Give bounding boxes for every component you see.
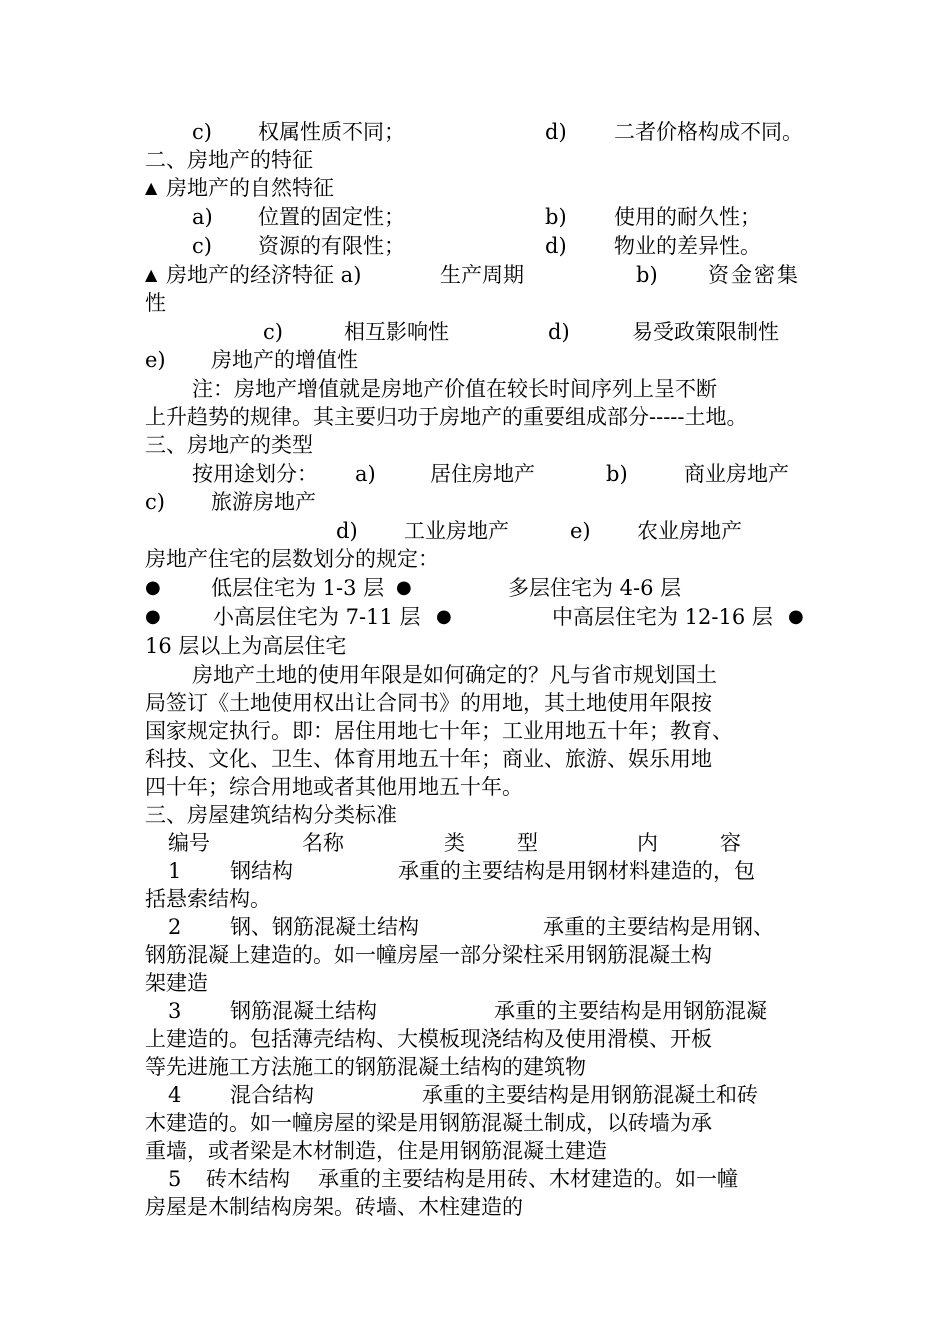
- bullet-icon: ●: [396, 577, 412, 598]
- list-item: 中高层住宅为 12-16 层: [552, 605, 773, 629]
- item-text: 按用途划分：: [192, 462, 318, 486]
- paragraph-heading: 房地产住宅的层数划分的规定：: [145, 547, 439, 571]
- item-text: 资金密集: [708, 263, 800, 287]
- item-text: 资源的有限性；: [258, 234, 405, 258]
- row-content: 木建造的。如一幢房屋的梁是用钢筋混凝土制成，以砖墙为承: [145, 1111, 712, 1135]
- note-text: 上升趋势的规律。其主要归功于房地产的重要组成部分-----土地。: [145, 405, 748, 429]
- row-name: 钢、钢筋混凝土结构: [230, 915, 419, 939]
- item-text: 使用的耐久性；: [614, 205, 761, 229]
- bullet-icon: ●: [788, 606, 804, 627]
- row-name: 砖木结构: [206, 1167, 290, 1191]
- item-text: 位置的固定性；: [258, 205, 405, 229]
- item-label: a): [355, 462, 376, 486]
- item-text: 居住房地产: [430, 462, 535, 486]
- row-content: 架建造: [145, 971, 208, 995]
- table-header-type: 型: [517, 831, 538, 855]
- note-text: 注：房地产增值就是房地产价值在较长时间序列上呈不断: [192, 377, 717, 401]
- section-heading: 三、房地产的类型: [145, 433, 313, 457]
- item-label: c): [145, 490, 165, 514]
- row-number: 2: [168, 915, 182, 939]
- row-content: 承重的主要结构是用砖、木材建造的。如一幢: [318, 1167, 738, 1191]
- row-content: 重墙，或者梁是木材制造，住是用钢筋混凝土建造: [145, 1139, 607, 1163]
- item-text: 易受政策限制性: [632, 320, 779, 344]
- item-label: e): [570, 519, 591, 543]
- item-label: b): [545, 205, 567, 229]
- item-label: c): [192, 234, 212, 258]
- row-content: 承重的主要结构是用钢、: [543, 915, 774, 939]
- row-name: 钢结构: [230, 859, 293, 883]
- section-heading: 二、房地产的特征: [145, 148, 313, 172]
- item-text: 生产周期: [440, 263, 524, 287]
- item-label: b): [606, 462, 628, 486]
- item-label: c): [192, 120, 212, 144]
- item-text: 商业房地产: [684, 462, 789, 486]
- table-header-number: 编号: [168, 831, 210, 855]
- row-content: 承重的主要结构是用钢材料建造的，包: [398, 859, 755, 883]
- item-text: 房地产的增值性: [211, 348, 358, 372]
- table-header-name: 名称: [302, 831, 344, 855]
- row-number: 4: [168, 1083, 182, 1107]
- item-text: 物业的差异性。: [614, 234, 761, 258]
- item-label: c): [263, 320, 283, 344]
- table-header-type: 类: [444, 831, 465, 855]
- row-content: 钢筋混凝上建造的。如一幢房屋一部分梁柱采用钢筋混凝土构: [145, 943, 712, 967]
- row-content: 等先进施工方法施工的钢筋混凝土结构的建筑物: [145, 1055, 586, 1079]
- item-text: 工业房地产: [404, 519, 509, 543]
- triangle-bullet-icon: ▲: [145, 265, 158, 284]
- bullet-icon: ●: [145, 577, 161, 598]
- item-label: d): [545, 120, 567, 144]
- bullet-icon: ●: [436, 606, 452, 627]
- list-item: 低层住宅为 1-3 层: [211, 576, 385, 600]
- list-item: 16 层以上为高层住宅: [145, 634, 347, 658]
- row-content: 房屋是木制结构房架。砖墙、木柱建造的: [145, 1195, 523, 1219]
- item-label: a): [192, 205, 213, 229]
- row-name: 钢筋混凝土结构: [230, 999, 377, 1023]
- item-text: 性: [145, 291, 166, 315]
- item-text: 农业房地产: [637, 519, 742, 543]
- subsection-heading: 房地产的经济特征 a): [166, 263, 362, 287]
- paragraph-text: 局签订《土地使用权出让合同书》的用地，其土地使用年限按: [145, 691, 712, 715]
- paragraph-text: 科技、文化、卫生、体育用地五十年；商业、旅游、娱乐用地: [145, 747, 712, 771]
- paragraph-text: 房地产土地的使用年限是如何确定的？凡与省市规划国土: [192, 663, 717, 687]
- list-item: 多层住宅为 4-6 层: [508, 576, 682, 600]
- item-text: 二者价格构成不同。: [614, 120, 803, 144]
- row-number: 1: [168, 859, 182, 883]
- subsection-heading: 房地产的自然特征: [166, 176, 334, 200]
- row-number: 3: [168, 999, 182, 1023]
- table-header-content: 容: [720, 831, 741, 855]
- table-header-content: 内: [637, 831, 658, 855]
- item-text: 旅游房地产: [211, 490, 316, 514]
- item-text: 权属性质不同；: [258, 120, 405, 144]
- item-text: 相互影响性: [344, 320, 449, 344]
- paragraph-text: 国家规定执行。即：居住用地七十年；工业用地五十年；教育、: [145, 719, 733, 743]
- item-label: d): [548, 320, 570, 344]
- row-content: 承重的主要结构是用钢筋混凝: [494, 999, 767, 1023]
- item-label: d): [336, 519, 358, 543]
- row-content: 承重的主要结构是用钢筋混凝土和砖: [422, 1083, 758, 1107]
- triangle-bullet-icon: ▲: [145, 178, 158, 197]
- row-content: 括悬索结构。: [145, 887, 271, 911]
- row-number: 5: [168, 1167, 182, 1191]
- item-label: d): [545, 234, 567, 258]
- item-label: e): [145, 348, 166, 372]
- section-heading: 三、房屋建筑结构分类标准: [145, 803, 397, 827]
- row-name: 混合结构: [230, 1083, 314, 1107]
- row-content: 上建造的。包括薄壳结构、大模板现浇结构及使用滑模、开板: [145, 1027, 712, 1051]
- paragraph-text: 四十年；综合用地或者其他用地五十年。: [145, 775, 523, 799]
- list-item: 小高层住宅为 7-11 层: [213, 605, 421, 629]
- bullet-icon: ●: [145, 606, 161, 627]
- item-label: b): [636, 263, 658, 287]
